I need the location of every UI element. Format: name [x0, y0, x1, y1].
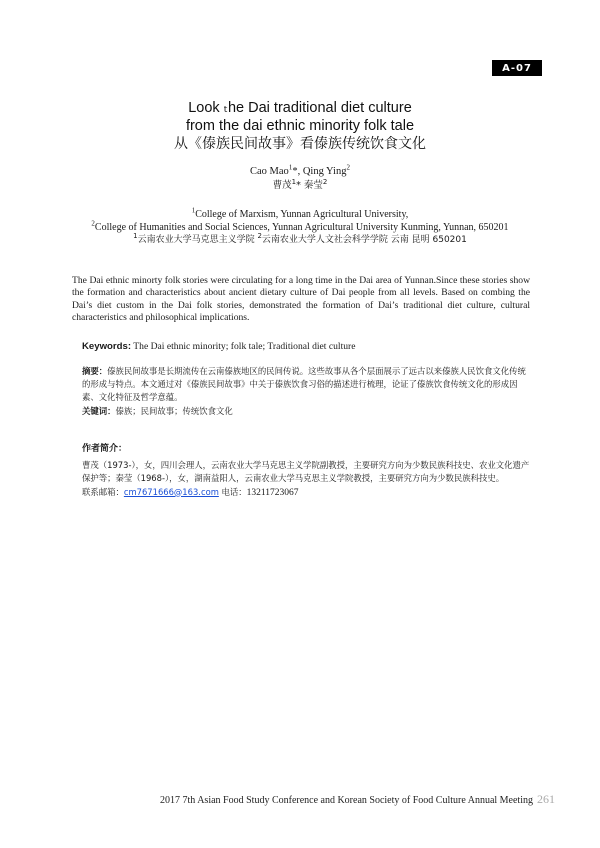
authors-zh — [0, 179, 600, 193]
author-1-zh-star: * — [296, 180, 301, 191]
affiliation-zh: $^1$云南农业大学马克思主义学院 $^2$云南农业大学人文社会科学学院 云南 昆明 650201 — [133, 232, 467, 245]
author-2-sup: 2 — [346, 163, 350, 172]
author-intro — [82, 443, 534, 500]
author-intro-body: 曹茂（1973-），女，四川会理人，云南农业大学马克思主义学院副教授，主要研究方向为少数民族科技史、农业文化遗产保护等；秦莹（1968-），女，湖南益阳人，云南农业大学马克思主义学院教授，主要研究方向为少数民族科技史。 — [82, 459, 530, 483]
authors-en — [0, 165, 600, 179]
author-2-name: Qing Ying — [302, 166, 347, 177]
author-1-zh-sup: 1 — [291, 177, 297, 186]
author-2-zh: 秦莹 — [303, 180, 323, 191]
contact-line — [82, 486, 534, 501]
email-link[interactable]: cm7671666@163.com — [123, 486, 219, 497]
title-en-line2: from the dai ethnic minority folk tale — [185, 118, 415, 134]
keywords-en — [82, 341, 532, 353]
paper-title — [0, 99, 600, 153]
affiliations — [0, 208, 600, 247]
abstract-zh — [82, 365, 530, 418]
keywords-zh: 关键词：傣族；民间故事；传统饮食文化 — [82, 405, 233, 416]
affiliation-2: $^2$College of Humanities and Social Sciences, Yunnan Agricultural University Kunming, Yunnan, 650201 — [91, 219, 509, 233]
author-2-zh-sup: 2 — [322, 177, 328, 186]
title-en-line1: Look ₜhe Dai traditional diet culture — [188, 100, 412, 116]
email-label: 联系邮箱： — [82, 486, 124, 497]
abstract-zh-body: 摘要：傣族民间故事是长期流传在云南傣族地区的民间传说。这些故事从各个层面展示了远古以来傣族人民饮食文化传统的形成与特点。本文通过对《傣族民间故事》中关于傣族饮食习俗的描述进行梳理，论证了傣族饮食传统文化的形成因素、文化特征及哲学意蕴。 — [82, 366, 526, 403]
footer-conference: 2017 7th Asian Food Study Conference and Korean Society of Food Culture Annual Meeting — [159, 795, 533, 806]
title-zh: 从《傣族民间故事》看傣族传统饮食文化 — [174, 136, 426, 152]
author-1-name: Cao Mao — [250, 166, 289, 177]
tel-label: 电话： — [218, 486, 247, 497]
keywords-text: The Dai ethnic minority; folk tale; Traditional diet culture — [133, 341, 356, 352]
session-badge: A-07 — [492, 60, 542, 76]
tel-value: 13211723067 — [246, 487, 299, 498]
affiliation-1: $^1$College of Marxism, Yunnan Agricultural University, — [191, 206, 409, 220]
authors — [0, 165, 600, 193]
page-number: 261 — [537, 792, 555, 806]
keywords-label: Keywords: — [82, 341, 132, 352]
author-1-star: *, — [292, 166, 301, 177]
footer — [0, 792, 555, 807]
author-1-zh: 曹茂 — [272, 180, 292, 191]
abstract-en: The Dai ethnic minorty folk stories were circulating for a long time in the Dai area of Yunnan.Since these stories show the formation and characteristics about ancient dietary culture of Dai people from all levels. Based on combing the Dai’s diet custom in the Dai folk stories, demonstrated the formation of Dai’s traditional diet culture, cultural characteristics and philosophical implications. — [72, 275, 530, 324]
author-intro-heading: 作者简介： — [82, 444, 128, 454]
author-1-sup: 1 — [288, 163, 293, 172]
